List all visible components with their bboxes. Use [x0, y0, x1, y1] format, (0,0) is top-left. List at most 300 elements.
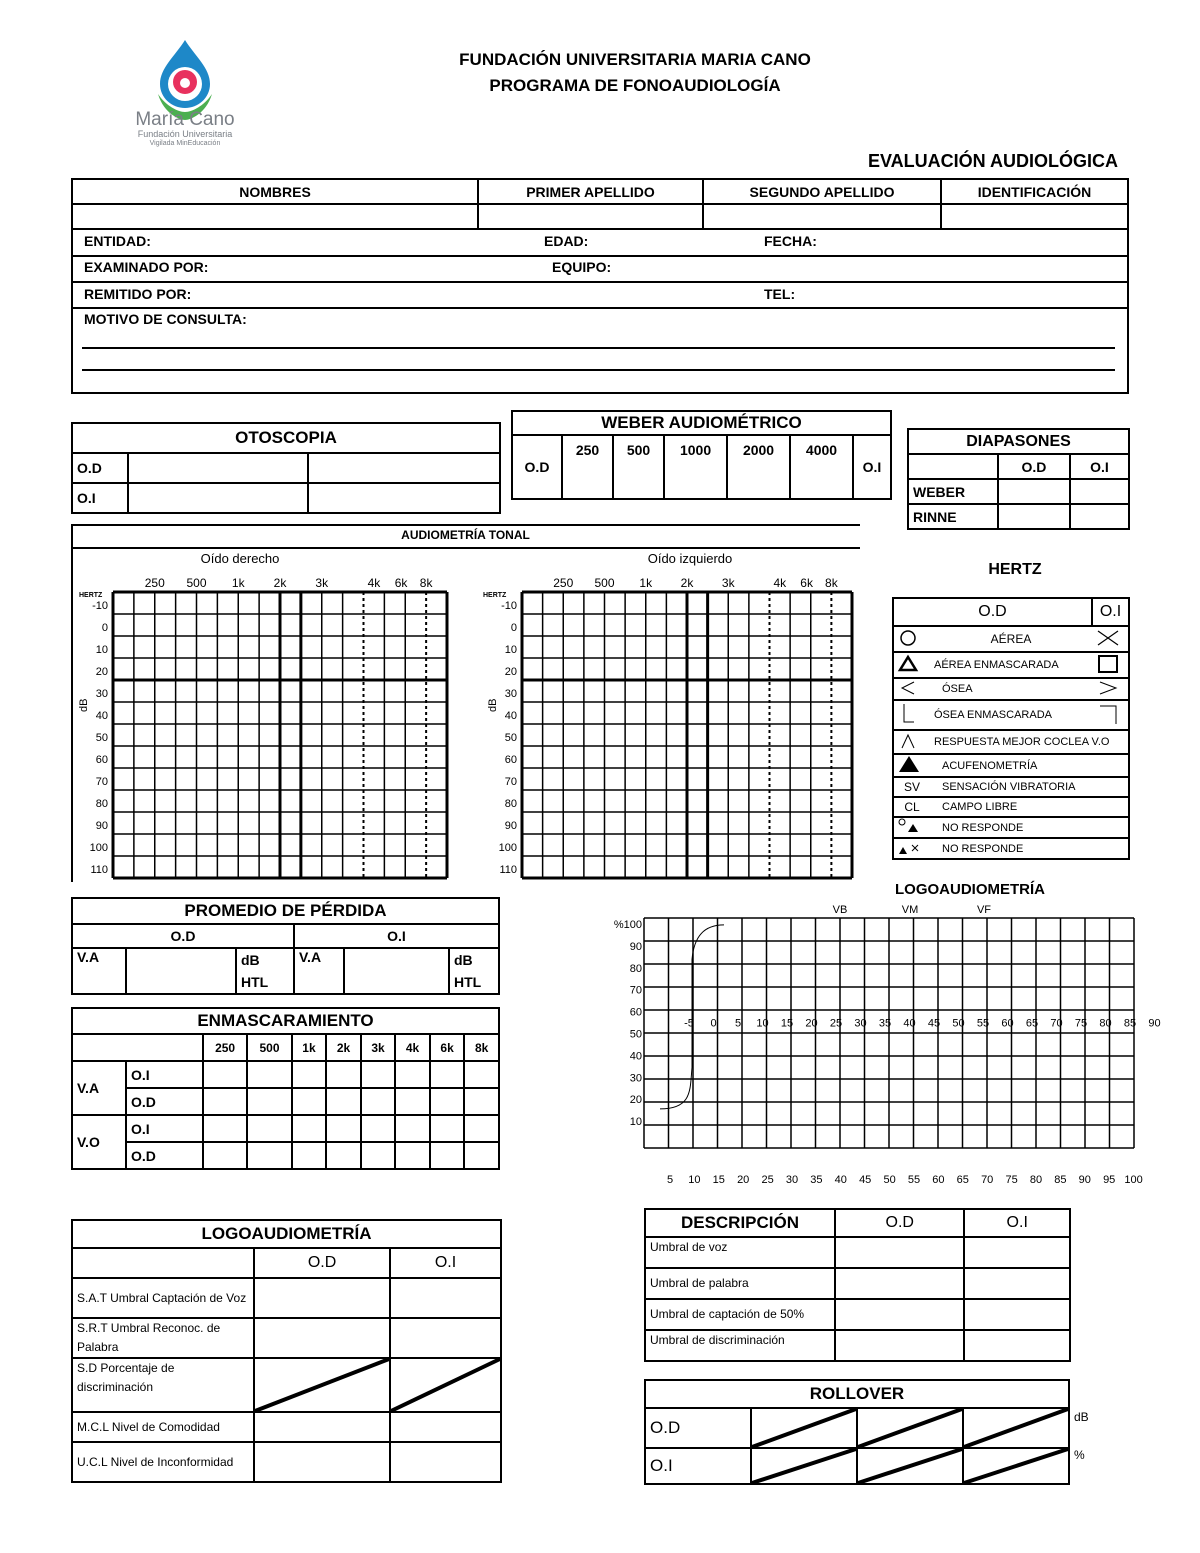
enm-freq-500: 500: [247, 1034, 291, 1061]
enm-vo: V.O: [72, 1115, 126, 1169]
desc-palabra-od[interactable]: [835, 1268, 964, 1299]
x-tick-label: 90: [1078, 1174, 1091, 1186]
promedio-title: PROMEDIO DE PÉRDIDA: [72, 898, 499, 924]
logo-srt-oi[interactable]: [390, 1318, 501, 1358]
enm-freq-4k: 4k: [395, 1034, 430, 1061]
mid-tick-label: 10: [756, 1017, 769, 1030]
mid-tick-label: 90: [1148, 1017, 1161, 1030]
freq-tick-label: 1k: [639, 576, 653, 590]
promedio-table: [71, 897, 500, 995]
rollover-title: ROLLOVER: [645, 1380, 1069, 1408]
freq-tick-label: 4k: [773, 576, 787, 590]
audiogram-right[interactable]: [71, 570, 451, 885]
enm-cell[interactable]: [430, 1088, 465, 1115]
enm-cell[interactable]: [247, 1061, 291, 1088]
enm-cell[interactable]: [292, 1142, 327, 1169]
desc-palabra-oi[interactable]: [964, 1268, 1070, 1299]
y-tick-label: 10: [629, 1116, 642, 1129]
rollover-oi-3[interactable]: [963, 1448, 1069, 1484]
y-tick-label: 90: [629, 940, 642, 953]
enm-cell[interactable]: [326, 1088, 361, 1115]
desc-discriminacion-od[interactable]: [835, 1330, 964, 1361]
mid-tick-label: 65: [1025, 1017, 1039, 1030]
enm-va-od: O.D: [126, 1088, 203, 1115]
logo-sat-oi[interactable]: [390, 1278, 501, 1318]
db-tick-label: 80: [95, 798, 108, 811]
promedio-va-od: V.A: [72, 948, 126, 994]
rollover-pct-unit: %: [1074, 1448, 1085, 1462]
enmascaramiento-title: ENMASCARAMIENTO: [72, 1008, 499, 1034]
x-tick-label: 100: [1124, 1174, 1143, 1186]
diapasones-rinne-od[interactable]: [998, 504, 1070, 529]
desc-od: O.D: [835, 1209, 964, 1237]
enm-cell[interactable]: [247, 1142, 291, 1169]
enm-cell[interactable]: [326, 1115, 361, 1142]
db-tick-label: -10: [92, 600, 108, 613]
y-tick-label: 60: [629, 1006, 642, 1019]
logo-mcl-od[interactable]: [254, 1412, 390, 1442]
enm-cell[interactable]: [247, 1088, 291, 1115]
x-tick-label: 60: [932, 1174, 945, 1186]
logo-srt-od[interactable]: [254, 1318, 390, 1358]
promedio-db-od: dB: [241, 952, 260, 968]
promedio-htl-od: HTL: [241, 974, 269, 990]
db-axis-label: dB: [78, 698, 90, 712]
freq-tick-label: 500: [186, 576, 207, 590]
enm-freq-250: 250: [203, 1034, 247, 1061]
weber-od-label: O.D: [512, 435, 562, 499]
legend-cl: CAMPO LIBRE: [930, 797, 1129, 817]
mid-tick-label: 5: [734, 1017, 742, 1030]
diapasones-rinne: RINNE: [908, 504, 998, 529]
freq-tick-label: 6k: [800, 576, 813, 590]
mid-tick-label: 20: [805, 1017, 818, 1030]
db-tick-label: 30: [504, 688, 517, 701]
enm-freq-3k: 3k: [361, 1034, 396, 1061]
x-tick-label: 5: [666, 1174, 674, 1186]
legend-aerea-masc: AÉREA ENMASCARADA: [930, 652, 1092, 678]
mid-tick-label: 25: [829, 1017, 843, 1030]
promedio-oi: O.I: [294, 924, 499, 948]
logo-table-od: O.D: [254, 1248, 390, 1278]
otoscopia-oi-field-2[interactable]: [308, 483, 500, 513]
legend-sv: SENSACIÓN VIBRATORIA: [930, 777, 1129, 797]
legend-acufenometria: ACUFENOMETRÍA: [930, 754, 1129, 777]
y-tick-label: 80: [629, 962, 642, 975]
logo-sd-oi[interactable]: [390, 1358, 501, 1412]
enm-cell[interactable]: [203, 1142, 247, 1169]
enm-cell[interactable]: [395, 1142, 430, 1169]
freq-tick-label: 500: [594, 576, 615, 590]
desc-voz-oi[interactable]: [964, 1237, 1070, 1268]
vf-label: VF: [976, 904, 992, 916]
mid-tick-label: 50: [952, 1017, 965, 1030]
mid-tick-label: 55: [976, 1017, 990, 1030]
logo-tagline: Vigilada MinEducación: [149, 140, 221, 147]
col-primer-apellido: PRIMER APELLIDO: [478, 179, 703, 204]
x-tick-label: 55: [907, 1174, 921, 1186]
db-tick-label: 90: [504, 820, 517, 833]
diapasones-title: DIAPASONES: [908, 429, 1129, 454]
identificacion-field[interactable]: [941, 204, 1128, 229]
enm-cell[interactable]: [203, 1115, 247, 1142]
rollover-db-unit: dB: [1074, 1410, 1089, 1424]
x-tick-label: 25: [761, 1174, 774, 1186]
diapasones-weber: WEBER: [908, 479, 998, 504]
x-mark-icon: [1092, 626, 1129, 652]
square-icon: [1092, 652, 1129, 678]
audiometria-title: AUDIOMETRÍA TONAL: [401, 528, 530, 542]
enm-cell[interactable]: [464, 1061, 499, 1088]
enm-cell[interactable]: [326, 1142, 361, 1169]
db-axis-label: dB: [487, 698, 499, 712]
otoscopia-od-label: O.D: [72, 453, 128, 483]
db-tick-label: 110: [90, 864, 108, 877]
diagonal-line-icon: [255, 1359, 389, 1411]
otoscopia-od-field-2[interactable]: [308, 453, 500, 483]
logo-row-srt: S.R.T Umbral Reconoc. de Palabra: [72, 1318, 254, 1358]
mid-tick-label: -5: [684, 1017, 694, 1030]
mid-tick-label: 40: [903, 1017, 916, 1030]
y-tick-label: 30: [629, 1072, 642, 1085]
logo-subtitle: Fundación Universitaria: [137, 129, 233, 139]
institution-name: FUNDACIÓN UNIVERSITARIA MARIA CANO: [459, 50, 811, 69]
logo: [130, 36, 240, 151]
promedio-unit-oi: [449, 948, 499, 994]
logo-row-mcl: M.C.L Nivel de Comodidad: [72, 1412, 254, 1442]
db-tick-label: 60: [95, 754, 108, 767]
otoscopia-title: OTOSCOPIA: [72, 423, 500, 453]
desc-captacion-oi[interactable]: [964, 1299, 1070, 1330]
db-tick-label: 30: [95, 688, 108, 701]
mid-tick-label: 45: [927, 1017, 941, 1030]
enm-cell[interactable]: [430, 1115, 465, 1142]
db-tick-label: 110: [499, 864, 517, 877]
filled-triangle-icon: [893, 754, 930, 777]
x-tick-label: 35: [810, 1174, 823, 1186]
mid-tick-label: 35: [878, 1017, 892, 1030]
freq-tick-label: 3k: [721, 576, 735, 590]
tel-label: TEL:: [764, 286, 796, 302]
enm-freq-6k: 6k: [430, 1034, 465, 1061]
diapasones-od: O.D: [998, 454, 1070, 479]
weber-table: [511, 410, 892, 500]
rollover-od-2[interactable]: [857, 1408, 963, 1448]
db-tick-label: -10: [501, 600, 517, 613]
weber-title: WEBER AUDIOMÉTRICO: [512, 411, 891, 435]
db-tick-label: 90: [95, 820, 108, 833]
circle-icon: [893, 626, 930, 652]
otoscopia-oi-label: O.I: [72, 483, 128, 513]
greater-than-icon: [1092, 678, 1129, 700]
logo-mcl-oi[interactable]: [390, 1412, 501, 1442]
db-tick-label: 50: [504, 732, 517, 745]
x-tick-label: 10: [688, 1174, 701, 1186]
db-tick-label: 10: [95, 644, 108, 657]
vm-label: VM: [901, 904, 919, 916]
db-tick-label: 0: [510, 622, 517, 635]
col-segundo-apellido: SEGUNDO APELLIDO: [703, 179, 941, 204]
legend-no-responde-2: NO RESPONDE: [930, 838, 1129, 859]
bracket-left-icon: [893, 700, 930, 730]
promedio-od: O.D: [72, 924, 294, 948]
mid-tick-label: 0: [710, 1017, 717, 1030]
diapasones-weber-oi[interactable]: [1070, 479, 1129, 504]
enm-freq-8k: 8k: [464, 1034, 499, 1061]
enm-vo-oi: O.I: [126, 1115, 203, 1142]
y-tick-label: %100: [613, 919, 642, 931]
patient-name-table: [71, 178, 1129, 230]
desc-row-voz: Umbral de voz: [645, 1237, 835, 1268]
rollover-oi: O.I: [645, 1448, 751, 1484]
enm-cell[interactable]: [395, 1061, 430, 1088]
mid-tick-label: 75: [1074, 1017, 1088, 1030]
legend-od: O.D: [893, 598, 1092, 626]
logo-sat-od[interactable]: [254, 1278, 390, 1318]
desc-discriminacion-oi[interactable]: [964, 1330, 1070, 1361]
desc-captacion-od[interactable]: [835, 1299, 964, 1330]
enm-va: V.A: [72, 1061, 126, 1115]
rollover-oi-2[interactable]: [857, 1448, 963, 1484]
otoscopia-od-field[interactable]: [128, 453, 308, 483]
enm-cell[interactable]: [326, 1061, 361, 1088]
enm-cell[interactable]: [203, 1061, 247, 1088]
x-tick-label: 50: [883, 1174, 896, 1186]
mid-tick-label: 60: [1001, 1017, 1014, 1030]
entidad-label: ENTIDAD:: [84, 233, 151, 249]
logo-name: María Cano: [135, 109, 235, 130]
freq-tick-label: 6k: [394, 576, 408, 590]
diapasones-oi: O.I: [1070, 454, 1129, 479]
mid-tick-label: 30: [854, 1017, 867, 1030]
promedio-unit-od: [236, 948, 294, 994]
descripcion-table: [644, 1208, 1071, 1362]
weber-oi-label: O.I: [853, 435, 891, 499]
otoscopia-oi-field[interactable]: [128, 483, 308, 513]
legend-sv-symbol: SV: [893, 777, 930, 797]
db-tick-label: 80: [504, 798, 517, 811]
legend-cl-symbol: CL: [893, 797, 930, 817]
diagonal-line-icon: [964, 1409, 1068, 1447]
weber-freq-1000[interactable]: 1000: [664, 435, 727, 499]
remitido-label: REMITIDO POR:: [84, 286, 192, 302]
logo-chart-title: LOGOAUDIOMETRÍA: [895, 881, 1045, 898]
y-tick-label: 20: [629, 1094, 642, 1107]
freq-tick-label: 3k: [315, 576, 329, 590]
weber-freq-250[interactable]: 250: [562, 435, 613, 499]
promedio-db-oi: dB: [454, 952, 473, 968]
x-tick-label: 65: [956, 1174, 969, 1186]
enm-freq-1k: 1k: [292, 1034, 327, 1061]
hertz-axis-label: HERTZ: [483, 592, 507, 599]
diapasones-weber-od[interactable]: [998, 479, 1070, 504]
x-tick-label: 20: [737, 1174, 750, 1186]
legend-aerea: AÉREA: [930, 626, 1092, 652]
db-tick-label: 100: [89, 842, 108, 855]
legend-table: [892, 597, 1130, 860]
diagonal-line-icon: [858, 1409, 962, 1447]
db-tick-label: 0: [101, 622, 108, 635]
y-tick-label: 70: [629, 984, 642, 997]
vb-label: VB: [832, 904, 848, 916]
primer-apellido-field[interactable]: [478, 204, 703, 229]
rollover-od: O.D: [645, 1408, 751, 1448]
y-tick-label: 40: [629, 1050, 642, 1063]
freq-tick-label: 250: [144, 576, 165, 590]
fecha-label: FECHA:: [764, 233, 817, 249]
db-tick-label: 50: [95, 732, 108, 745]
diagonal-line-icon: [752, 1409, 856, 1447]
enm-cell[interactable]: [361, 1142, 396, 1169]
enm-cell[interactable]: [361, 1061, 396, 1088]
logo-row-sat: S.A.T Umbral Captación de Voz: [72, 1278, 254, 1318]
legend-no-responde-1: NO RESPONDE: [930, 817, 1129, 838]
diagonal-line-icon: [964, 1449, 1068, 1483]
examinado-label: EXAMINADO POR:: [84, 259, 209, 275]
enm-cell[interactable]: [430, 1061, 465, 1088]
enm-cell[interactable]: [361, 1115, 396, 1142]
db-tick-label: 20: [504, 666, 517, 679]
bracket-right-icon: [1092, 700, 1129, 730]
freq-tick-label: 8k: [825, 576, 838, 590]
enm-cell[interactable]: [292, 1088, 327, 1115]
motivo-label: MOTIVO DE CONSULTA:: [84, 311, 247, 327]
legend-osea-masc: ÓSEA ENMASCARADA: [930, 700, 1092, 730]
x-tick-label: 75: [1005, 1174, 1018, 1186]
diagonal-line-icon: [391, 1359, 500, 1411]
logo-ucl-od[interactable]: [254, 1442, 390, 1482]
col-nombres: NOMBRES: [72, 179, 478, 204]
freq-tick-label: 250: [553, 576, 574, 590]
diapasones-rinne-oi[interactable]: [1070, 504, 1129, 529]
x-tick-label: 45: [859, 1174, 872, 1186]
legend-mejor-coclea: RESPUESTA MEJOR COCLEA V.O: [930, 730, 1129, 754]
equipo-label: EQUIPO:: [552, 259, 612, 275]
enm-cell[interactable]: [203, 1088, 247, 1115]
x-tick-label: 85: [1054, 1174, 1067, 1186]
x-tick-label: 30: [785, 1174, 799, 1186]
enm-cell[interactable]: [247, 1115, 291, 1142]
desc-row-palabra: Umbral de palabra: [645, 1268, 835, 1299]
enm-cell[interactable]: [430, 1142, 465, 1169]
enm-cell[interactable]: [395, 1088, 430, 1115]
enm-va-oi: O.I: [126, 1061, 203, 1088]
enm-cell[interactable]: [464, 1115, 499, 1142]
rollover-table: [644, 1379, 1070, 1485]
no-response-right-icon: [893, 817, 930, 838]
desc-row-captacion: Umbral de captación de 50%: [645, 1299, 835, 1330]
legend-osea: ÓSEA: [930, 678, 1092, 700]
legend-title: HERTZ: [988, 561, 1042, 578]
program-name: PROGRAMA DE FONOAUDIOLOGÍA: [489, 76, 781, 95]
logo-sd-od[interactable]: [254, 1358, 390, 1412]
col-identificacion: IDENTIFICACIÓN: [941, 179, 1128, 204]
x-tick-label: 40: [834, 1174, 847, 1186]
db-tick-label: 40: [504, 710, 517, 723]
otoscopia-table: [71, 422, 501, 514]
db-tick-label: 60: [504, 754, 517, 767]
audiogram-left[interactable]: [475, 570, 860, 885]
x-tick-label: 80: [1029, 1174, 1043, 1186]
rollover-od-3[interactable]: [963, 1408, 1069, 1448]
enm-freq-2k: 2k: [326, 1034, 361, 1061]
freq-tick-label: 1k: [231, 576, 245, 590]
promedio-htl-oi: HTL: [454, 974, 482, 990]
less-than-icon: [893, 678, 930, 700]
caret-icon: [893, 730, 930, 754]
freq-tick-label: 8k: [419, 576, 433, 590]
enm-cell[interactable]: [464, 1142, 499, 1169]
enmascaramiento-table: [71, 1007, 500, 1170]
oido-derecho-label: Oído derecho: [200, 551, 280, 566]
logoaudiometry-chart[interactable]: [600, 900, 1160, 1190]
enm-cell[interactable]: [395, 1115, 430, 1142]
mid-tick-label: 85: [1123, 1017, 1137, 1030]
x-tick-label: 15: [712, 1174, 725, 1186]
weber-freq-500[interactable]: 500: [613, 435, 664, 499]
promedio-oi-field[interactable]: [344, 948, 449, 994]
legend-oi: O.I: [1092, 598, 1129, 626]
nombres-field[interactable]: [72, 204, 478, 229]
logo-ucl-oi[interactable]: [390, 1442, 501, 1482]
logo-table-oi: O.I: [390, 1248, 501, 1278]
weber-freq-2000[interactable]: 2000: [727, 435, 790, 499]
diagonal-line-icon: [752, 1449, 856, 1483]
no-response-left-icon: [893, 838, 930, 859]
enm-cell[interactable]: [464, 1088, 499, 1115]
rollover-od-1[interactable]: [751, 1408, 857, 1448]
db-tick-label: 40: [95, 710, 108, 723]
enm-cell[interactable]: [292, 1061, 327, 1088]
freq-tick-label: 2k: [273, 576, 287, 590]
mid-tick-label: 70: [1050, 1017, 1063, 1030]
x-tick-label: 70: [981, 1174, 994, 1186]
enm-cell[interactable]: [292, 1115, 327, 1142]
freq-tick-label: 4k: [367, 576, 381, 590]
logo-row-ucl: U.C.L Nivel de Inconformidad: [72, 1442, 254, 1482]
enm-cell[interactable]: [361, 1088, 396, 1115]
desc-voz-od[interactable]: [835, 1237, 964, 1268]
desc-row-discriminacion: Umbral de discriminación: [645, 1330, 835, 1361]
oido-izquierdo-label: Oído izquierdo: [647, 551, 733, 566]
db-tick-label: 70: [95, 776, 108, 789]
diagonal-line-icon: [858, 1449, 962, 1483]
y-tick-label: 50: [629, 1028, 642, 1041]
edad-label: EDAD:: [544, 233, 589, 249]
promedio-od-field[interactable]: [126, 948, 236, 994]
promedio-va-oi: V.A: [294, 948, 344, 994]
logo-mark-icon: [130, 36, 240, 116]
db-tick-label: 10: [504, 644, 517, 657]
segundo-apellido-field[interactable]: [703, 204, 941, 229]
freq-tick-label: 2k: [680, 576, 694, 590]
mid-tick-label: 80: [1099, 1017, 1112, 1030]
weber-freq-4000[interactable]: 4000: [790, 435, 853, 499]
mid-tick-label: 15: [780, 1017, 794, 1030]
logoaudiometria-table: [71, 1219, 502, 1483]
desc-title: DESCRIPCIÓN: [645, 1209, 835, 1237]
form-title: EVALUACIÓN AUDIOLÓGICA: [868, 151, 1118, 171]
hertz-axis-label: HERTZ: [79, 592, 103, 599]
db-tick-label: 70: [504, 776, 517, 789]
desc-oi: O.I: [964, 1209, 1070, 1237]
rollover-oi-1[interactable]: [751, 1448, 857, 1484]
db-tick-label: 100: [498, 842, 517, 855]
enm-vo-od: O.D: [126, 1142, 203, 1169]
db-tick-label: 20: [95, 666, 108, 679]
x-tick-label: 95: [1103, 1174, 1116, 1186]
diapasones-table: [907, 428, 1130, 530]
